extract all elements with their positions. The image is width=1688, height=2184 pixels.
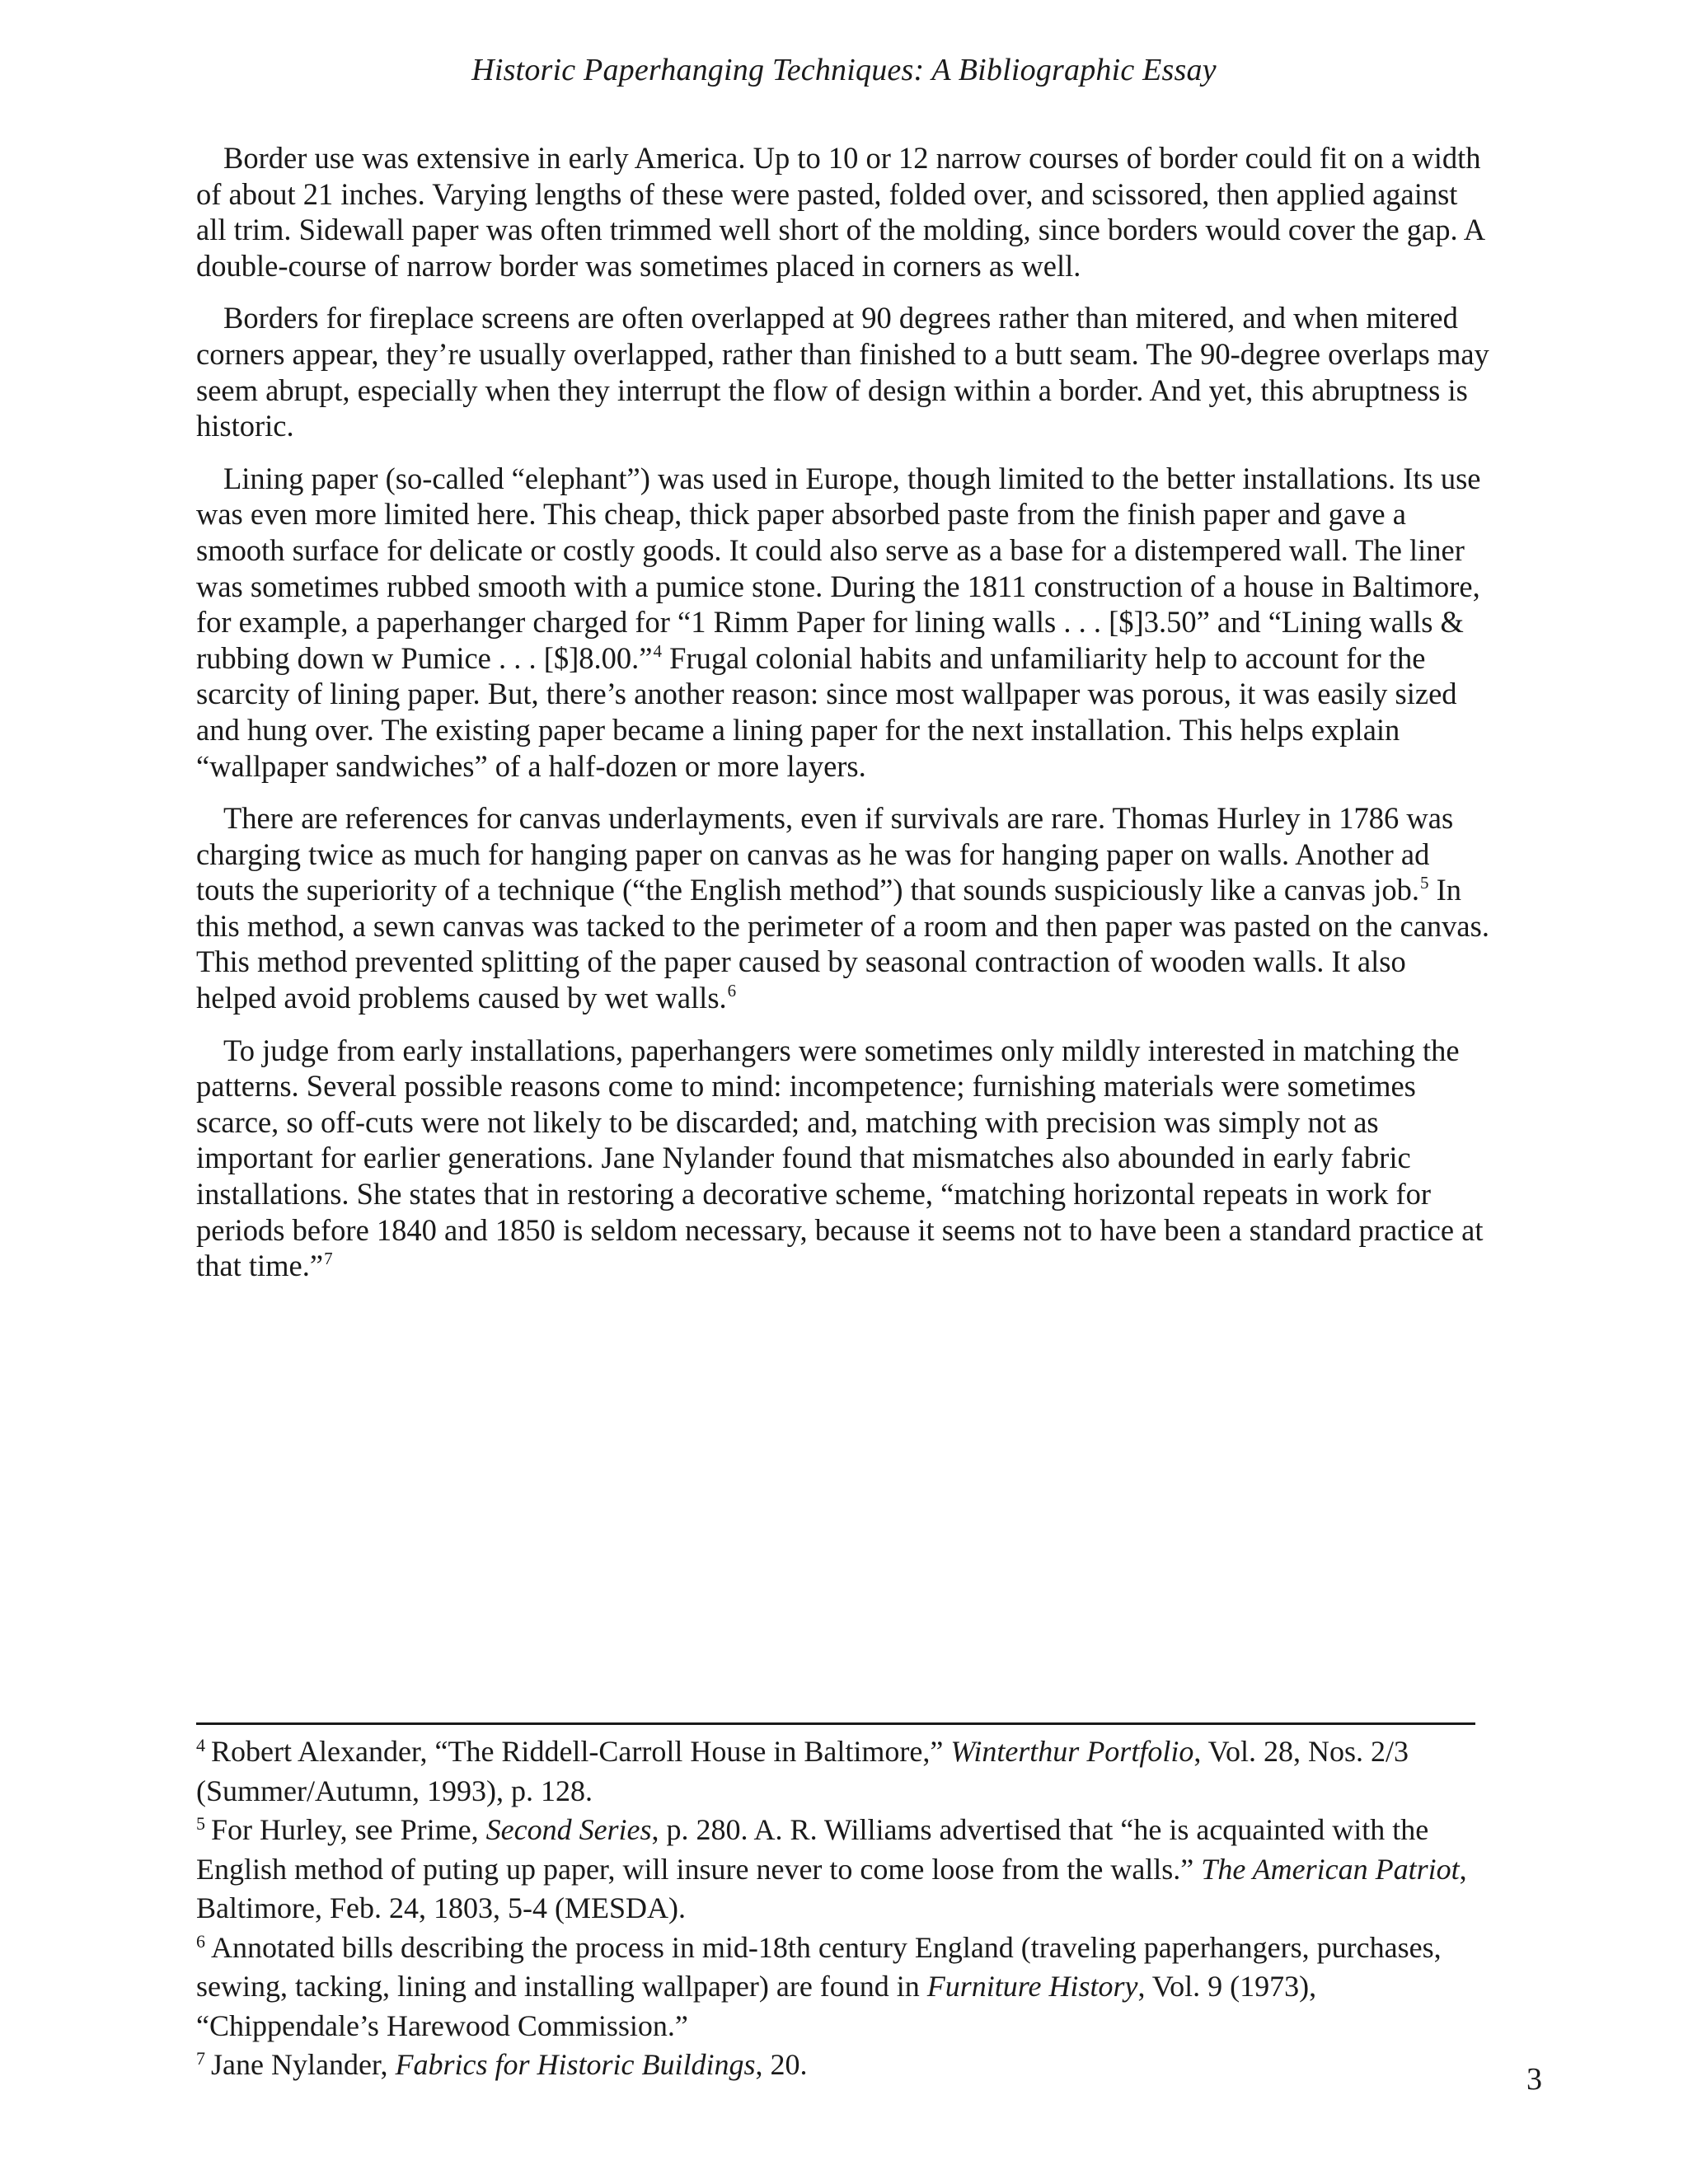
paragraph-text: Frugal colonial habits and unfamiliarity help to account for the scarcity of lining paper. But, there’s another reason: since most wallpaper was porous, it was easily sized and hung over. The existing paper became a lining paper for the next installation. This helps explain “wallpaper sandwiches” of a half-dozen or more layers. <box>196 640 1457 783</box>
footnote-citation-title: Fabrics for Historic Buildings <box>395 2048 756 2081</box>
paragraph-text: In this method, a sewn canvas was tacked to the perimeter of a room and then paper was pasted on the canvas. This method prevented splitting of the paper caused by seasonal contraction of wooden walls. It also helped avoid problems caused by wet walls. <box>196 873 1489 1015</box>
paragraph-lining-paper <box>196 461 1492 784</box>
footnote-text: , p. 280. A. R. Williams advertised that “he is acquainted with the English method of puting up paper, will insure never to come loose from the walls.” <box>196 1813 1429 1886</box>
footnote-7 <box>196 2046 1490 2085</box>
paragraph-pattern-matching <box>196 1033 1492 1284</box>
paragraph-fireplace-borders: Borders for fireplace screens are often overlapped at 90 degrees rather than mitered, and when mitered corners appear, they’re usually overlapped, rather than finished to a butt seam. The 90-degree overlaps may seem abrupt, especially when they interrupt the flow of design within a border. And yet, this abruptness is historic. <box>196 301 1489 443</box>
footnote-reference-7[interactable]: 7 <box>324 1249 333 1269</box>
footnote-reference-4[interactable]: 4 <box>653 640 663 661</box>
paragraph-borders: Border use was extensive in early America. Up to 10 or 12 narrow courses of border could fit on a width of about 21 inches. Varying lengths of these were pasted, folded over, and scissored, then applied against all trim. Sidewall paper was often trimmed well short of the molding, since borders would cover the gap. A double-course of narrow border was sometimes placed in corners as well. <box>196 141 1484 283</box>
footnote-text: , Vol. 9 (1973), “Chippendale’s Harewood Commission.” <box>196 1970 1317 2042</box>
footnote-reference-5[interactable]: 5 <box>1420 873 1429 893</box>
footnote-6 <box>196 1929 1490 2046</box>
footnote-reference-6[interactable]: 6 <box>727 981 737 1001</box>
footnote-5 <box>196 1811 1490 1929</box>
body-text <box>196 140 1492 1301</box>
paragraph-text: There are references for canvas underlayments, even if survivals are rare. Thomas Hurley in 1786 was charging twice as much for hanging paper on canvas as he was for hanging paper on walls. Another ad touts the superiority of a technique (“the English method”) that sounds suspiciously like a canvas job. <box>196 801 1454 907</box>
footnote-text: Robert Alexander, “The Riddell-Carroll House in Baltimore,” <box>211 1735 951 1768</box>
footnote-number: 7 <box>196 2048 205 2069</box>
paragraph-text: To judge from early installations, paperhangers were sometimes only mildly interested in matching the patterns. Several possible reasons come to mind: incompetence; furnishing materials were sometimes scarce, so off-cuts were not likely to be discarded; and, matching with precision was simply not as important for earlier generations. Jane Nylander found that mismatches also abounded in early fabric installations. She states that in restoring a decorative scheme, “matching horizontal repeats in work for periods before 1840 and 1850 is seldom necessary, because it seems not to have been a standard practice at that time.” <box>196 1033 1484 1283</box>
footnote-citation-title: Winterthur Portfolio <box>950 1735 1194 1768</box>
footnote-text: , Baltimore, Feb. 24, 1803, 5-4 (MESDA). <box>196 1852 1467 1924</box>
footnote-citation-title: Furniture History <box>926 1970 1138 2003</box>
footnote-4 <box>196 1732 1490 1811</box>
footnote-text: , 20. <box>755 2048 808 2081</box>
footnote-text: Annotated bills describing the process in mid-18th century England (traveling paperhangers, purchases, sewing, tacking, lining and installing wallpaper) are found in <box>196 1930 1442 2003</box>
footnotes <box>196 1732 1490 2085</box>
paragraph-canvas-underlayments <box>196 800 1492 1016</box>
footnote-text: , Vol. 28, Nos. 2/3 (Summer/Autumn, 1993), p. 128. <box>196 1735 1409 1807</box>
footnote-divider <box>196 1722 1475 1725</box>
footnote-citation-title: Second Series <box>485 1813 652 1846</box>
footnote-citation-title: The American Patriot <box>1201 1852 1460 1886</box>
footnote-text: Jane Nylander, <box>211 2048 396 2081</box>
footnote-number: 5 <box>196 1813 205 1834</box>
footnote-text: For Hurley, see Prime, <box>211 1813 486 1846</box>
running-header: Historic Paperhanging Techniques: A Bibliographic Essay <box>471 53 1217 87</box>
paragraph-text: Lining paper (so-called “elephant”) was used in Europe, though limited to the better installations. Its use was even more limited here. This cheap, thick paper absorbed paste from the finish paper and gave a smooth surface for delicate or costly goods. It could also serve as a base for a distempered wall. The liner was sometimes rubbed smooth with a pumice stone. During the 1811 construction of a house in Baltimore, for example, a paperhanger charged for “1 Rimm Paper for lining walls . . . [$]3.50” and “Lining walls & rubbing down w Pumice . . . [$]8.00.” <box>196 461 1481 675</box>
footnote-number: 4 <box>196 1735 205 1755</box>
page-number: 3 <box>1526 2062 1542 2097</box>
footnote-number: 6 <box>196 1930 205 1952</box>
